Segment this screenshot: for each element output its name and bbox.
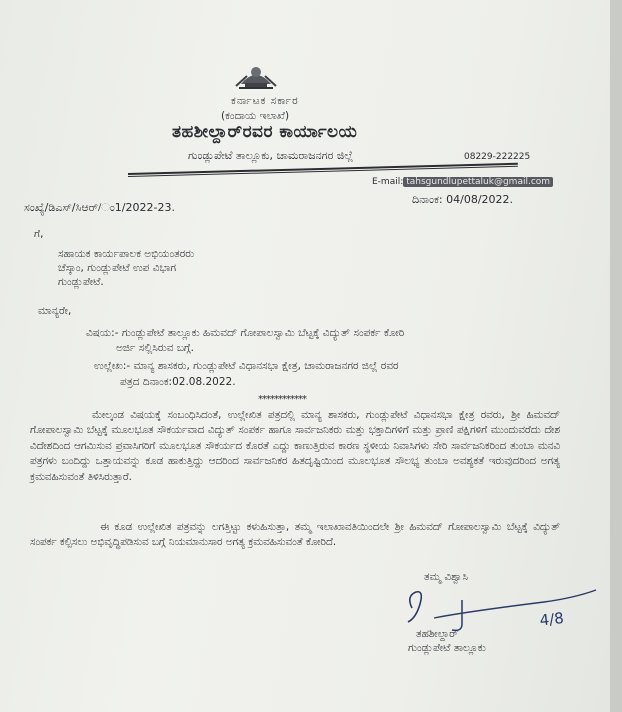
page-edge [610, 0, 622, 712]
government-name: ಕರ್ನಾಟಕ ಸರ್ಕಾರ [231, 95, 299, 107]
office-location: ಗುಂಡ್ಲುಪೇಟೆ ತಾಲ್ಲೂಕು, ಚಾಮರಾಜನಗರ ಜಿಲ್ಲೆ [188, 149, 354, 162]
email-label: E-mail: [372, 177, 404, 187]
salutation: ಮಾನ್ಯರೇ, [38, 305, 72, 317]
letterhead-divider [128, 163, 518, 175]
body-paragraph: ಈ ಕೂಡ ಉಲ್ಲೇಖಿತ ಪತ್ರವನ್ನು ಲಗತ್ತಿಟ್ಟು ಕಳುಹಿಸುತ್ತಾ, ತಮ್ಮ ಇಲಾಖಾವತಿಯಿಂದಲೇ ಶ್ರೀ ಹಿಮವದ್ ಗೋಪಾಲಸ್ವಾಮಿ ಬೆಟ್ಟಕ್ಕೆ ವಿದ್ಯುತ್ ಸಂಪರ್ಕ ಕಲ್ಪಿಸಲು ಅಭಿವೃದ್ಧಿಪಡಿಸುವ ಬಗ್ಗೆ ನಿಯಮಾನುಸಾರ ಅಗತ್ಯ ಕ್ರಮವಹಿಸುವಂತೆ ಕೋರಿದೆ. [30, 521, 560, 549]
karnataka-emblem-icon [233, 62, 279, 90]
signatory-office: ಗುಂಡ್ಲುಪೇಟೆ ತಾಲ್ಲೂಕು [408, 642, 486, 654]
recipient-line: ಸಹಾಯಕ ಕಾರ್ಯಪಾಲಕ ಅಭಿಯಂತರರು [58, 248, 195, 260]
recipient-line: ಚೆಸ್ಕಾಂ, ಗುಂಡ್ಲುಪೇಟೆ ಉಪ ವಿಭಾಗ [58, 262, 177, 274]
reference-number: ಸಂಖ್ಯೆ/ಡಿಎಸ್/ಸಿಆರ್/ಂ1/2022-23. [24, 201, 175, 214]
subject-line: ವಿಷಯ:- ಗುಂಡ್ಲುಪೇಟೆ ತಾಲ್ಲೂಕು ಹಿಮವದ್ ಗೋಪಾಲಸ್ವಾಮಿ ಬೆಟ್ಟಕ್ಕೆ ವಿದ್ಯುತ್ ಸಂಪರ್ಕ ಕೋರಿ [86, 327, 405, 339]
department-name: (ಕಂದಾಯ ಇಲಾಖೆ) [221, 110, 290, 122]
separator: ************ [258, 394, 306, 405]
subject-line: ಅರ್ಜಿ ಸಲ್ಲಿಸಿರುವ ಬಗ್ಗೆ. [116, 342, 194, 354]
closing-yours: ತಮ್ಮ ವಿಶ್ವಾಸಿ [424, 571, 469, 583]
signatory-designation: ತಹಶೀಲ್ದಾರ್ [416, 628, 459, 640]
office-title: ತಹಶೀಲ್ದಾರ್‌ರವರ ಕಾರ್ಯಾಲಯ [172, 122, 358, 142]
office-email [372, 177, 553, 187]
body-paragraph: ಮೇಲ್ಕಂಡ ವಿಷಯಕ್ಕೆ ಸಂಬಂಧಿಸಿದಂತೆ, ಉಲ್ಲೇಖಿತ ಪತ್ರದಲ್ಲಿ ಮಾನ್ಯ ಶಾಸಕರು, ಗುಂಡ್ಲುಪೇಟೆ ವಿಧಾನಸಭಾ ಕ್ಷೇತ್ರ ರವರು, ಶ್ರೀ ಹಿಮವದ್ ಗೋಪಾಲಸ್ವಾಮಿ ಬೆಟ್ಟಕ್ಕೆ ಮೂಲಭೂತ ಸೌಕರ್ಯವಾದ ವಿದ್ಯುತ್ ಸಂಪರ್ಕ ಹಾಗೂ ಸಾರ್ವಜನಿಕರು ಮತ್ತು ಭಕ್ತಾದಿಗಳಿಗೆ ಮತ್ತು ಪ್ರಾಣಿ ಪಕ್ಷಿಗಳಿಗೆ ಮುಂದುವರೆದು ದೇಶ ವಿದೇಶದಿಂದ ಆಗಮಿಸುವ ಪ್ರವಾಸಿಗರಿಗೆ ಮೂಲಭೂತ ಸೌಕರ್ಯದ ಕೊರತೆ ಎದ್ದು ಕಾಣುತ್ತಿರುವ ಕಾರಣ ಸ್ಥಳೀಯ ನಿವಾಸಿಗಳು ಸೇರಿ ಸಾರ್ವಜನಿಕರಿಂದ ತುಂಬಾ ಮನವಿ ಪತ್ರಗಳು ಬಂದಿದ್ದು ಒತ್ತಾಯವನ್ನು ಕೂಡ ಹಾಕುತ್ತಿದ್ದು ಆದರಿಂದ ಸಾರ್ವಜನಿಕರ ಹಿತದೃಷ್ಟಿಯಿಂದ ಮೂಲಭೂತ ಸೌಲಭ್ಯ ತುಂಬಾ ಅವಶ್ಯಕತೆ ಇರುವುದರಿಂದ ಅಗತ್ಯ ಕ್ರಮವಹಿಸುವಂತೆ ತಿಳಿಸಿರುತ್ತಾರೆ. [30, 409, 560, 483]
recipient-line: ಗುಂಡ್ಲುಪೇಟೆ. [58, 276, 104, 288]
email-value: tahsgundlupettaluk@gmail.com [403, 177, 553, 187]
signature-date: 4/8 [538, 609, 565, 630]
office-phone: 08229-222225 [464, 152, 531, 162]
letter-date: ದಿನಾಂಕ: 04/08/2022. [412, 193, 514, 206]
recipient-to: ಗೆ, [34, 228, 44, 240]
reference-note-line: ಪತ್ರದ ದಿನಾಂಕ:02.08.2022. [120, 376, 236, 388]
reference-note-line: ಉಲ್ಲೇಖ:- ಮಾನ್ಯ ಶಾಸಕರು, ಗುಂಡ್ಲುಪೇಟೆ ವಿಧಾನಸಭಾ ಕ್ಷೇತ್ರ, ಚಾಮರಾಜನಗರ ಜಿಲ್ಲೆ ರವರ [94, 360, 399, 372]
